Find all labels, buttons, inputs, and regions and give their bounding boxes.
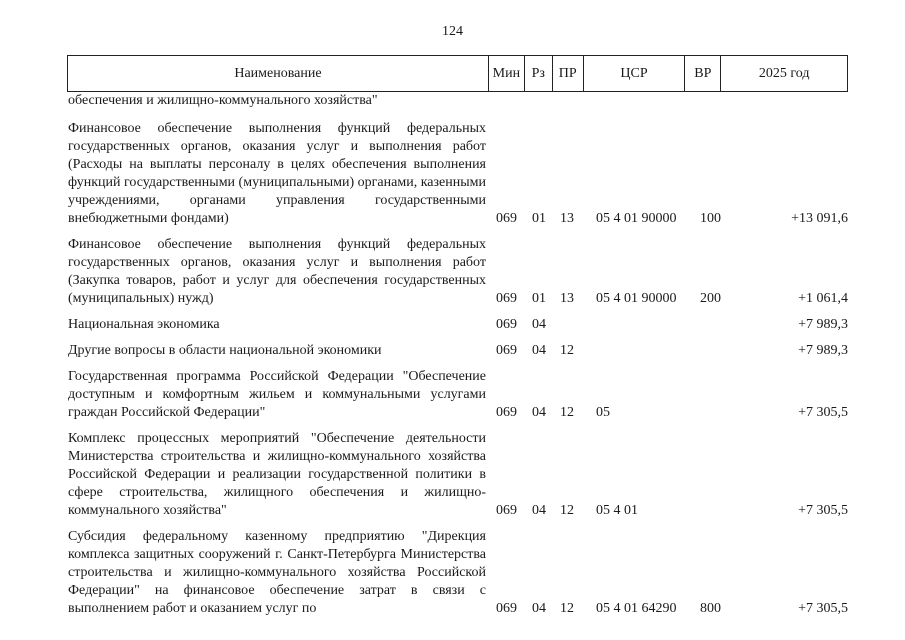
row-amount: +7 305,5 [798, 405, 848, 420]
row-vr: 800 [700, 601, 721, 616]
row-rz: 04 [532, 317, 546, 332]
page-number: 124 [442, 24, 463, 39]
table-body [68, 92, 848, 626]
row-rz: 04 [532, 405, 546, 420]
header-vr: ВР [685, 56, 721, 91]
row-name: Финансовое обеспечение выполнения функций федеральных государственных органов, оказания услуг и выполнения работ (Закупка товаров, работ и услуг для обеспечения государственных (муниципальных) нужд) [68, 237, 486, 306]
row-min: 069 [496, 503, 517, 518]
row-vr: 100 [700, 211, 721, 226]
table-row [68, 236, 848, 308]
row-amount: +7 305,5 [798, 503, 848, 518]
table-row [68, 368, 848, 422]
row-name: Государственная программа Российской Федерации "Обеспечение доступным и комфортным жильем и коммунальными услугами граждан Российской Федерации" [68, 369, 486, 420]
table-row [68, 528, 848, 618]
row-amount: +13 091,6 [791, 211, 848, 226]
row-csr: 05 4 01 [596, 503, 638, 518]
row-min: 069 [496, 343, 517, 358]
row-csr: 05 [596, 405, 610, 420]
row-pr: 12 [560, 405, 574, 420]
row-name: Финансовое обеспечение выполнения функций федеральных государственных органов, оказания услуг и выполнения работ (Расходы на выплаты персоналу в целях обеспечения выполнения функций государственными (муниципальными) органами, казенными учреждениями, органами управления государственными внебюджетными фондами) [68, 121, 486, 226]
row-amount: +7 989,3 [798, 343, 848, 358]
row-pr: 12 [560, 503, 574, 518]
row-name: Национальная экономика [68, 317, 220, 332]
table-row [68, 120, 848, 228]
row-csr: 05 4 01 64290 [596, 601, 677, 616]
row-min: 069 [496, 291, 517, 306]
row-vr: 200 [700, 291, 721, 306]
row-rz: 04 [532, 343, 546, 358]
row-pr: 13 [560, 211, 574, 226]
header-name: Наименование [68, 56, 489, 91]
header-min: Мин [489, 56, 525, 91]
row-csr: 05 4 01 90000 [596, 211, 677, 226]
row-amount: +7 305,5 [798, 601, 848, 616]
row-name: Другие вопросы в области национальной экономики [68, 343, 382, 358]
header-csr: ЦСР [584, 56, 686, 91]
table-row [68, 92, 848, 110]
table-row [68, 316, 848, 334]
table-row [68, 430, 848, 520]
header-rz: Рз [525, 56, 553, 91]
row-rz: 04 [532, 601, 546, 616]
row-name: Комплекс процессных мероприятий "Обеспечение деятельности Министерства строительства и жилищно-коммунального хозяйства Российской Федерации и реализации государственной политики в сфере строительства, жилищного обеспечения и жилищно-коммунального хозяйства" [68, 431, 486, 518]
row-pr: 12 [560, 601, 574, 616]
row-pr: 12 [560, 343, 574, 358]
row-amount: +1 061,4 [798, 291, 848, 306]
row-min: 069 [496, 317, 517, 332]
row-amount: +7 989,3 [798, 317, 848, 332]
row-csr: 05 4 01 90000 [596, 291, 677, 306]
header-year: 2025 год [758, 65, 810, 81]
row-rz: 01 [532, 291, 546, 306]
row-min: 069 [496, 405, 517, 420]
row-rz: 04 [532, 503, 546, 518]
row-min: 069 [496, 211, 517, 226]
row-name: обеспечения и жилищно-коммунального хозяйства" [68, 93, 378, 108]
row-name: Субсидия федеральному казенному предприятию "Дирекция комплекса защитных сооружений г. Санкт-Петербурга Министерства строительства и жилищно-коммунального хозяйства Российской Федерации" на финансовое обеспечение затрат в связи с выполнением работ и оказанием услуг по [68, 529, 486, 616]
header-pr: ПР [553, 56, 584, 91]
table-header [67, 55, 848, 92]
row-min: 069 [496, 601, 517, 616]
row-pr: 13 [560, 291, 574, 306]
table-row [68, 342, 848, 360]
row-rz: 01 [532, 211, 546, 226]
